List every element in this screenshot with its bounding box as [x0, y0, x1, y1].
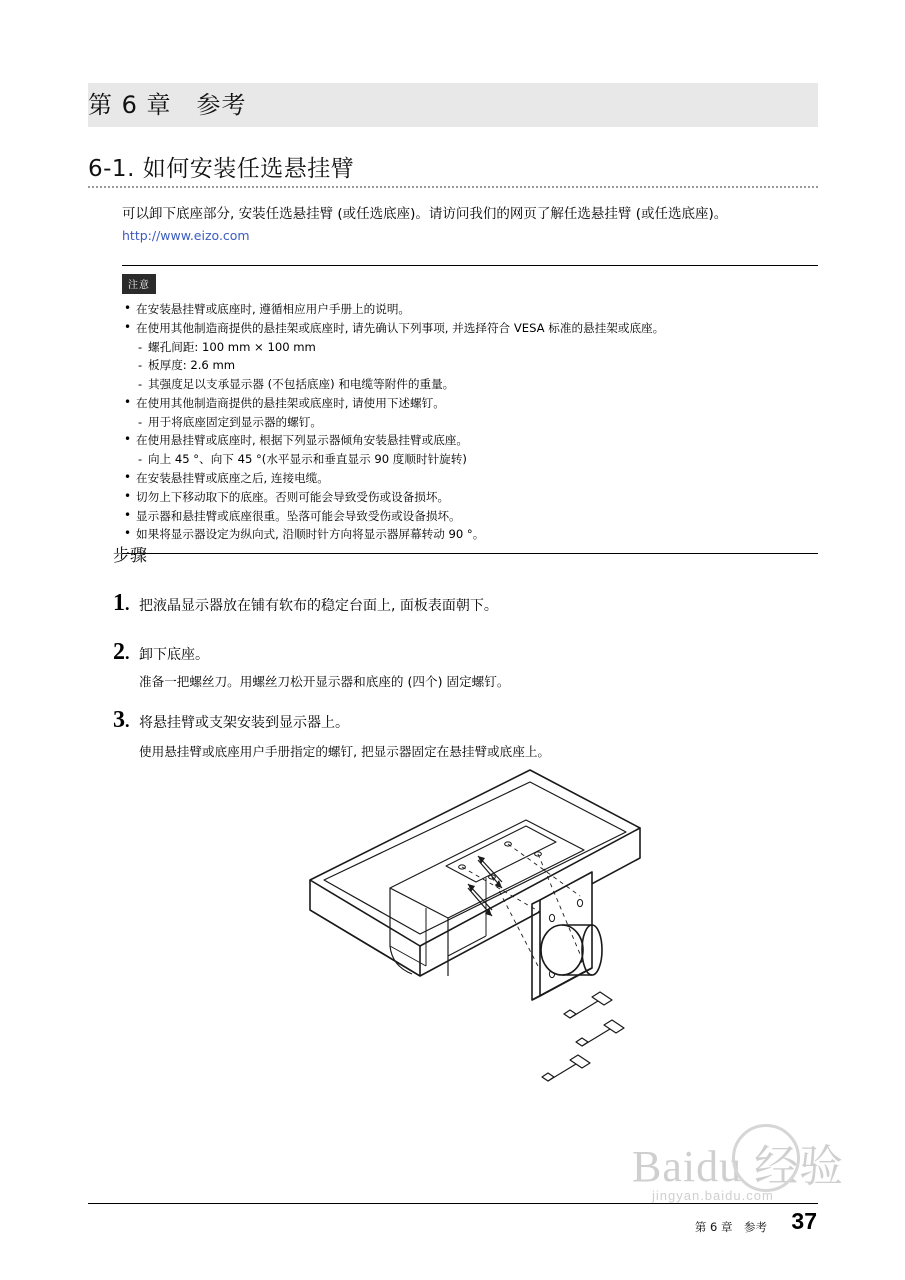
intro-text: 可以卸下底座部分, 安装任选悬挂臂 (或任选底座)。请访问我们的网页了解任选悬挂臂 (或任选底座)。	[122, 206, 728, 222]
footer-label: 第 6 章 参考	[694, 1220, 767, 1234]
note-item: • 在使用其他制造商提供的悬挂架或底座时, 请先确认下列事项, 并选择符合 VESA 标准的悬挂架或底座。	[122, 319, 818, 338]
step-1-number: 1.	[113, 590, 130, 616]
note-item: • 在使用其他制造商提供的悬挂架或底座时, 请使用下述螺钉。	[122, 394, 818, 413]
chapter-title	[88, 83, 818, 127]
note-subitem: - 用于将底座固定到显示器的螺钉。	[122, 413, 818, 432]
step-3-text: 将悬挂臂或支架安装到显示器上。	[139, 715, 349, 731]
chapter-header-band	[88, 83, 818, 127]
note-box	[122, 265, 818, 554]
section-heading: 6-1. 如何安装任选悬挂臂	[88, 156, 355, 182]
note-subitem: - 板厚度: 2.6 mm	[122, 356, 818, 375]
baidu-watermark	[632, 1130, 882, 1230]
note-subitem: - 其强度足以支承显示器 (不包括底座) 和电缆等附件的重量。	[122, 375, 818, 394]
note-tag: 注意	[122, 274, 156, 294]
step-2-subtext: 准备一把螺丝刀。用螺丝刀松开显示器和底座的 (四个) 固定螺钉。	[139, 674, 510, 689]
step-1-text: 把液晶显示器放在铺有软布的稳定台面上, 面板表面朝下。	[139, 598, 498, 614]
watermark-main-text: Baidu 经验	[632, 1142, 845, 1191]
note-item: • 切勿上下移动取下的底座。否则可能会导致受伤或设备损坏。	[122, 488, 818, 507]
note-item: • 显示器和悬挂臂或底座很重。坠落可能会导致受伤或设备损坏。	[122, 507, 818, 526]
page-number: 37	[791, 1208, 817, 1234]
watermark-circle-icon	[732, 1124, 800, 1192]
watermark-sub-text: jingyan.baidu.com	[652, 1188, 774, 1203]
monitor-arm-installation-illustration	[240, 760, 720, 1090]
chapter-title-text: 第 6 章 参考	[88, 91, 247, 119]
note-subitem: - 向上 45 °、向下 45 °(水平显示和垂直显示 90 度顺时针旋转)	[122, 450, 818, 469]
step-2-number: 2.	[113, 639, 130, 665]
note-item: • 如果将显示器设定为纵向式, 沿顺时针方向将显示器屏幕转动 90 °。	[122, 525, 818, 544]
step-3-subtext: 使用悬挂臂或底座用户手册指定的螺钉, 把显示器固定在悬挂臂或底座上。	[139, 744, 551, 759]
step-3-number: 3.	[113, 707, 130, 733]
note-list	[122, 300, 818, 544]
note-item: • 在安装悬挂臂或底座时, 遵循相应用户手册上的说明。	[122, 300, 818, 319]
steps-heading: 步骤	[113, 546, 147, 566]
intro-paragraph	[122, 203, 822, 248]
step-2-text: 卸下底座。	[139, 647, 209, 663]
note-subitem: - 螺孔间距: 100 mm × 100 mm	[122, 338, 818, 357]
note-item: • 在安装悬挂臂或底座之后, 连接电缆。	[122, 469, 818, 488]
footer-rule	[88, 1203, 818, 1204]
note-item: • 在使用悬挂臂或底座时, 根据下列显示器倾角安装悬挂臂或底座。	[122, 431, 818, 450]
section-dotted-rule	[88, 186, 818, 188]
eizo-website-link[interactable]: http://www.eizo.com	[122, 228, 250, 244]
